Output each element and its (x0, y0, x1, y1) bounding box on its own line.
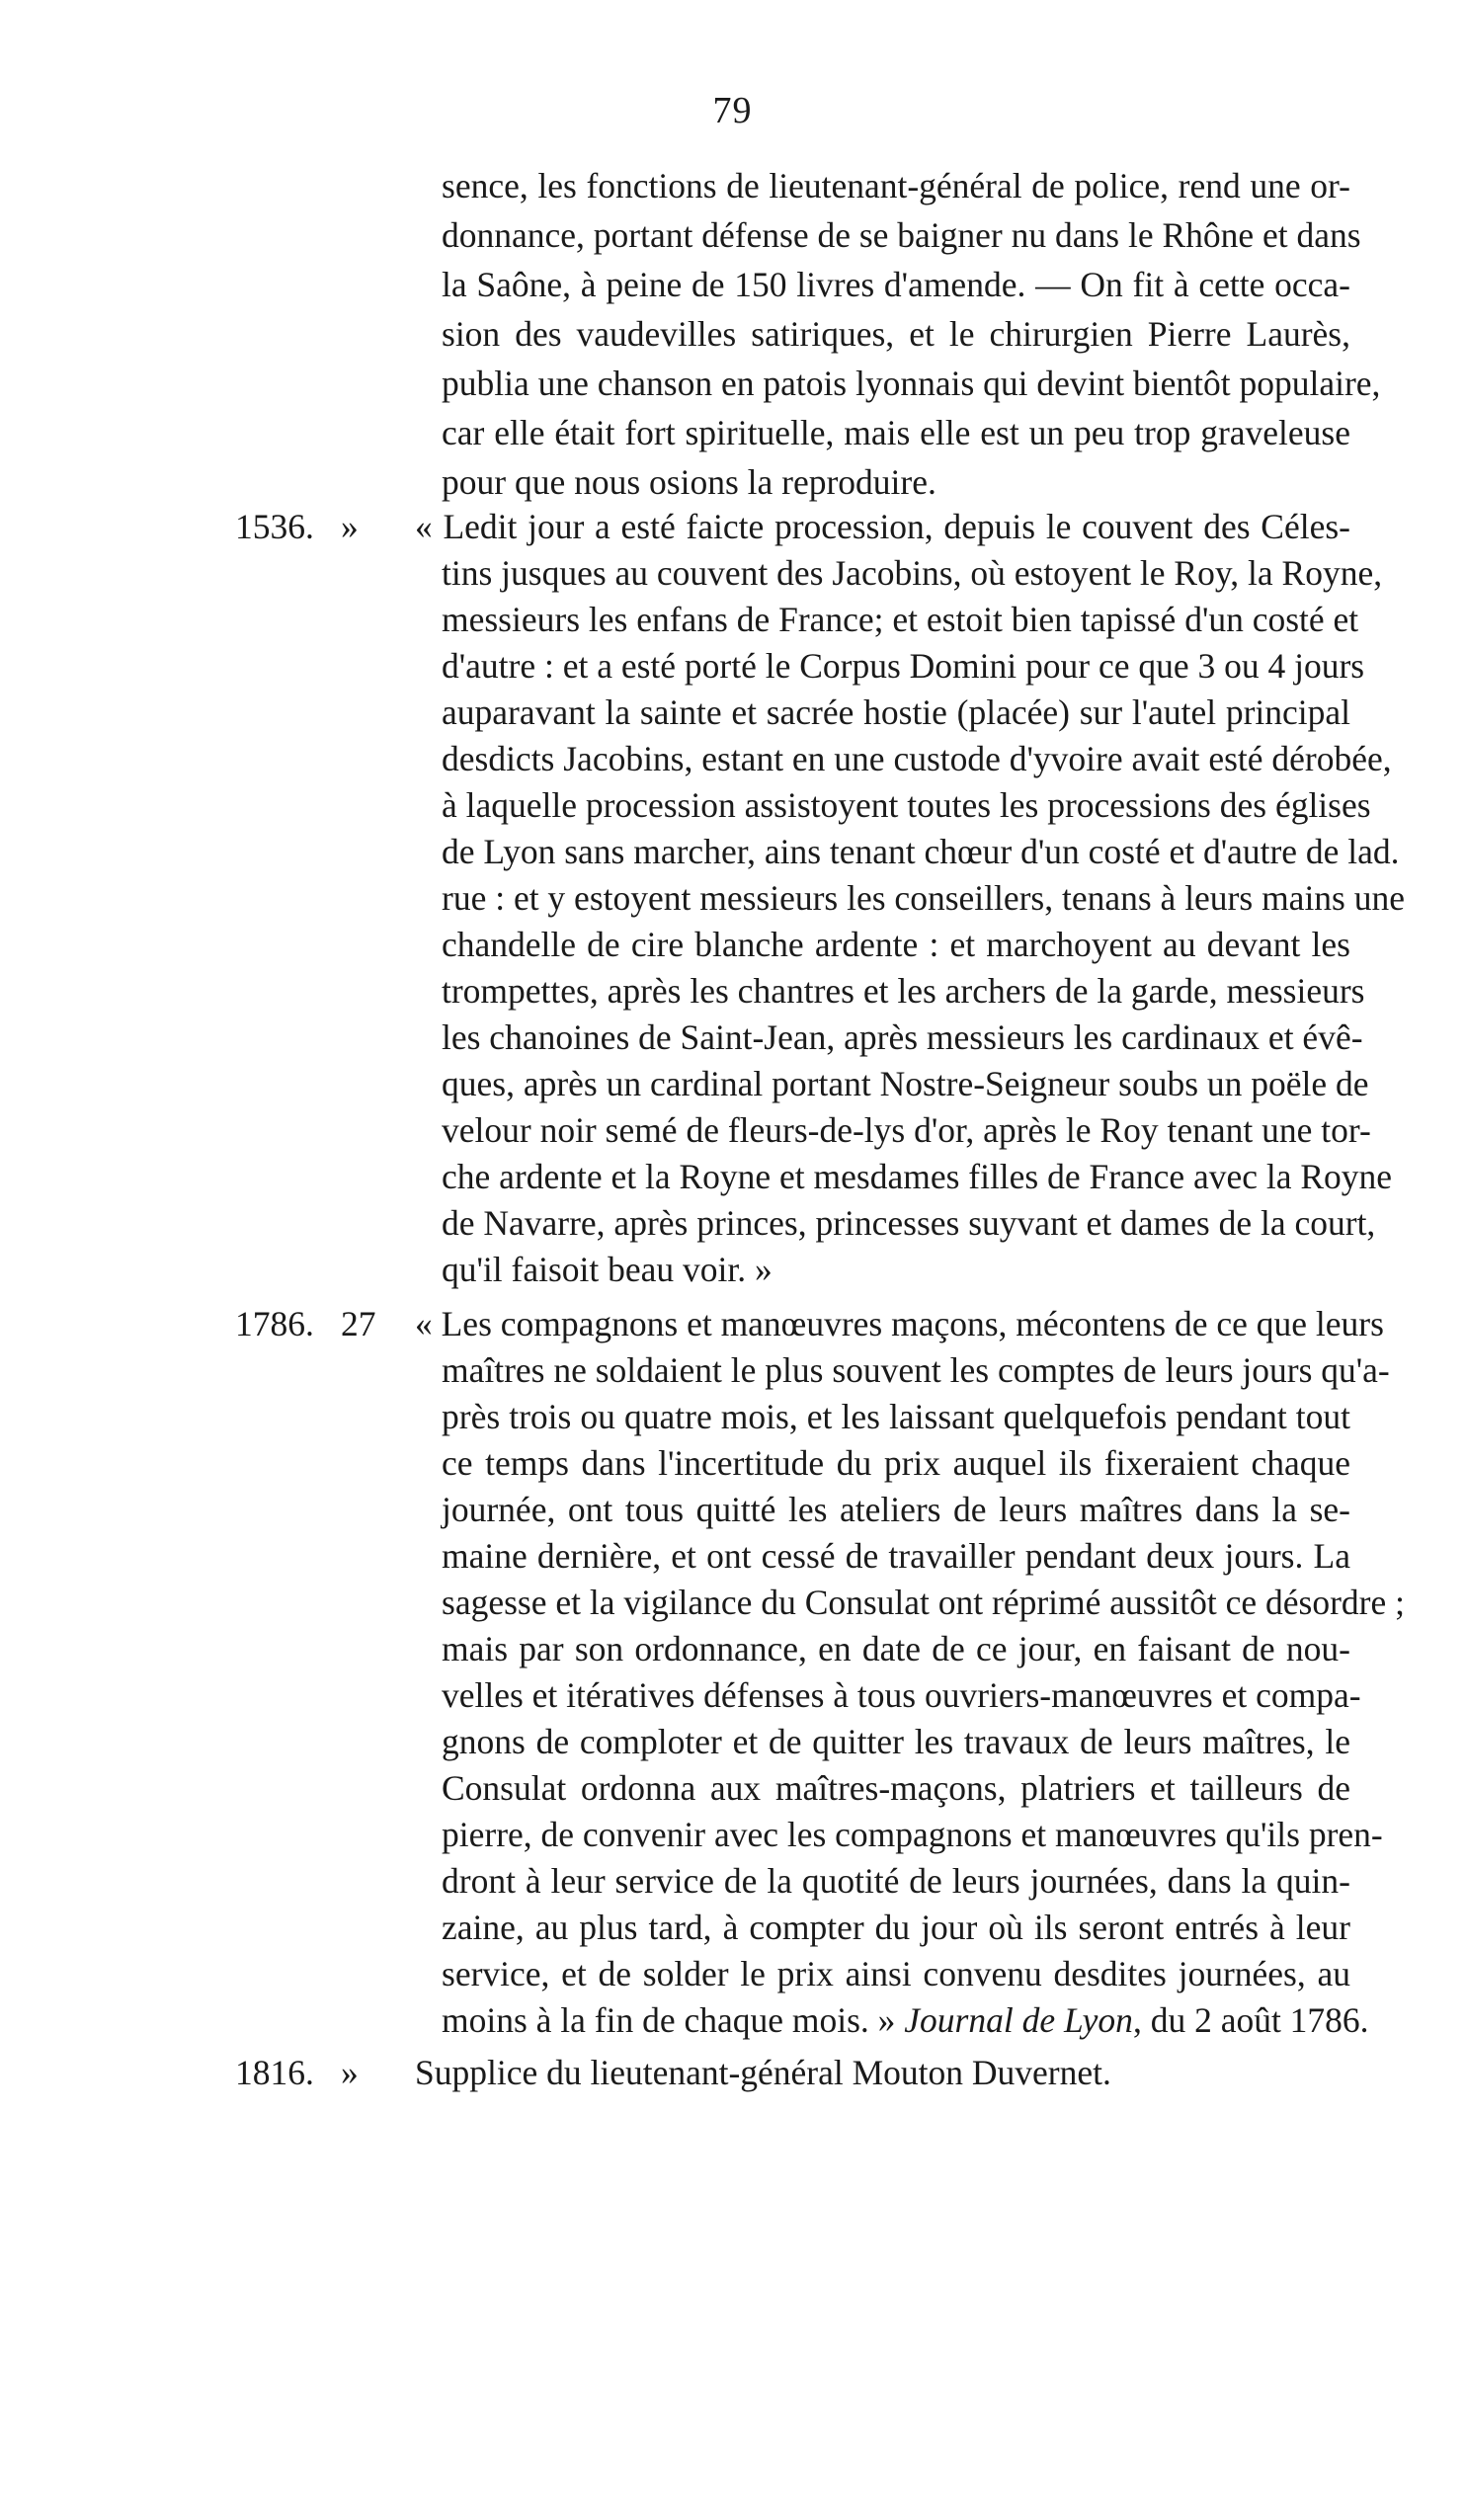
journal-citation: Journal de Lyon (904, 2000, 1133, 2040)
text-fragment: moins à la fin de chaque mois. » (442, 2000, 896, 2040)
entry-year: 1536. (235, 507, 314, 546)
entry-year: 1786. (235, 1304, 314, 1343)
entry-day: » (341, 507, 359, 546)
entry-day: » (341, 2053, 359, 2092)
entry-day: 27 (341, 1304, 376, 1343)
page-number: 79 (712, 90, 753, 131)
entry-year: 1816. (235, 2053, 314, 2092)
citation-date: , du 2 août 1786. (1132, 2000, 1369, 2040)
